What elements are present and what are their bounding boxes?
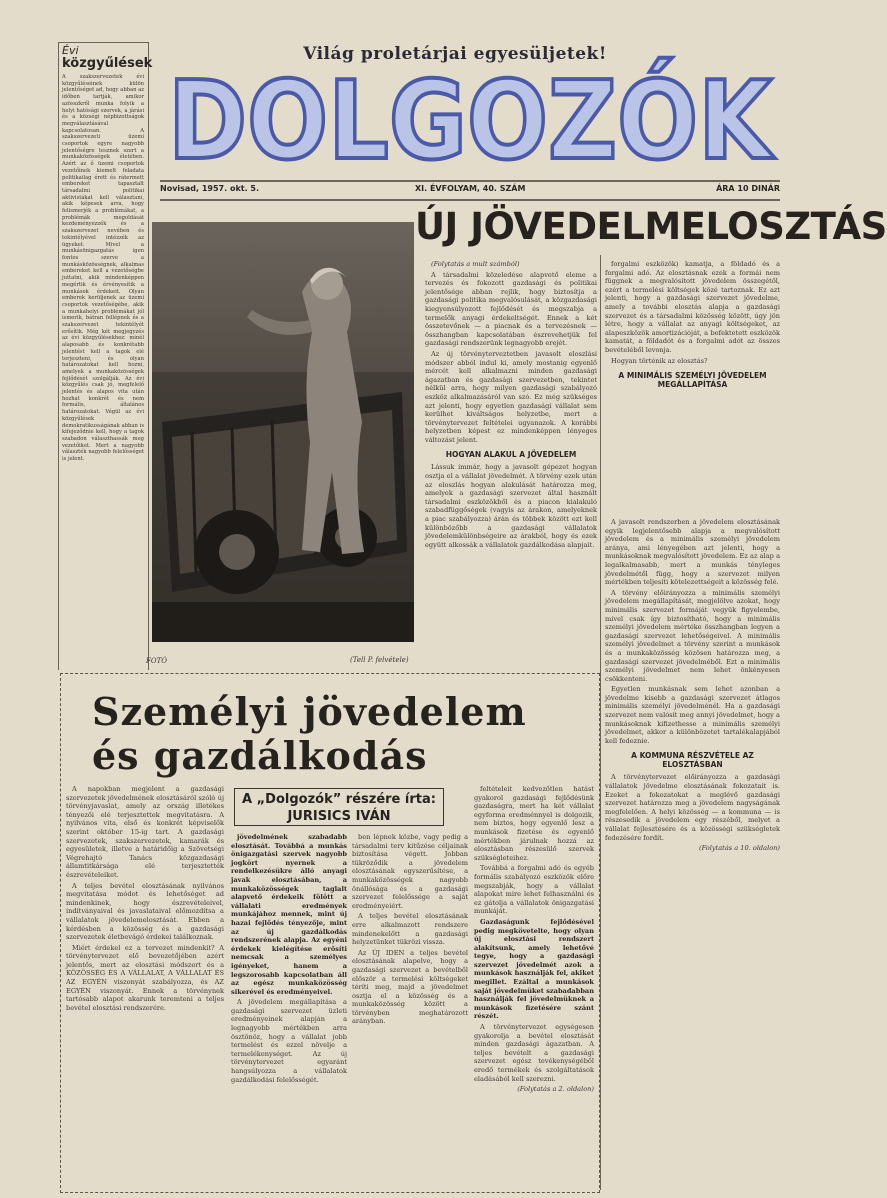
- article-top-column-2: [605, 260, 780, 515]
- photo-label: FOTÓ: [146, 657, 168, 665]
- article-paragraph: Az ÚJ IDEN a teljes bevétel elosztásának alapelve, hogy a gazdasági szervezet a bevételből először a termelési költségeket téríti meg, majd a jövedelmet osztja el a közösség és a munkaközösség között a törvényben meghatározott arányban.: [352, 948, 468, 1026]
- article-paragraph: Egyetlen munkásnak sem lehet azonban a jövedelme kisebb a gazdasági szervezet átlagos minimális személyi jövedelménél. Ha a gazdasági szervezet nem valósít meg annyi jövedelmet, hogy a munkásoknak kifizethesse a minimális személyi jövedelmet, akkor a különbözetet tartalékalapjából kell fedeznie.: [605, 685, 780, 745]
- bottom-title-line2: és gazdálkodás: [92, 733, 428, 778]
- article-continuation: (Folytatás a 2. oldalon): [517, 1085, 594, 1094]
- article-paragraph: jövedelmének szabadabb elosztását. Továbbá a munkás önigazgatási szervek nagyobb jogkört nyernek a rendelkezésükre álló anyagi javak elosztásában, a munkaközösségek taglalt alapvető érdekeik fölött a vállalati eredmények munkájához mennek, mint új hazai fejlődés tényezője, mint az új gazdálkodás rendszerének alapja. Az egyéni érdekek kielégítése erősíti nemcsak a személyes igényeket, hanem a legszorosabb kapcsolatban áll az egész munkaközösség sikerével és eredményeivel.: [231, 833, 347, 996]
- article-paragraph: A javasolt rendszerben a jövedelem elosztásának egyik legjelentősebb alapja a megvalósított jövedelem és a minimális személyi jövedelem aránya, ami lényegében azt jelenti, hogy a munkásoknak megvalósított jövedelem. Ez az alap a legalkalmasabb, mert a munkás tényleges jövedelmétől függ, hogy a szervezet milyen mértékben teljesíti kötelezettségeit a közösség felé.: [605, 518, 780, 587]
- article-paragraph: A törvény előirányozza a minimális személyi jövedelem megállapítását, megjelölve azokat, hogy minimális szervezet formáját vegyük figyelembe, mivel csak így biztosítható, hogy a minimális személyi jövedelem mértéke összhangban legyen a gazdasági szervezet lehetőségeivel. A minimális személyi jövedelmet a törvény szerint a munkások és a munkaközösség közösen határozza meg, a gazdasági szervezet jövedelméből. Ezt a minimális személyi jövedelmet nem lehet önkényesen csökkenteni.: [605, 588, 780, 683]
- article-paragraph: A jövedelem megállapítása a gazdasági szervezet üzleti eredményeinek alapján a legnagyobb mértékben arra ösztönöz, hogy a vállalat jobb termelést és ezzel növelje a termelékenységet. Az új törvénytervezet egyaránt hangsúlyozza a vállalatok gazdálkodási felelősségét.: [231, 998, 347, 1084]
- article-paragraph: A teljes bevétel elosztásának erre alkalmazott rendszere mindenekelőtt a gazdasági helyzetünket tükrözi vissza.: [352, 912, 468, 947]
- masthead-rule-top: [160, 180, 780, 182]
- author-box: [234, 788, 444, 826]
- article-paragraph: forgalmi eszközök) kamatja, a földadó és a forgalmi adó. Az elosztásnak ezek a formái nem függnek a megvalósított jövedelem összegétől, ezért a termelési költségek közé tartoznak. Ez azt jelenti, hogy a gazdasági szervezet jövedelme, amely a további elosztás alapja a gazdasági szervezet és a társadalmi közösség között, úgy jön létre, hogy a vállalat az anyagi költségeket, az alapeszközök amortizációját, a befektetett eszközök kamatát, a földadót és a forgalmi adót az összes bevételéből levonja.: [605, 260, 780, 354]
- article-subheading: A KOMMUNA RÉSZVÉTELE AZ ELOSZTÁSBAN: [631, 751, 754, 770]
- author-line-1: A „Dolgozók” részére írta:: [242, 792, 436, 807]
- article-continuation: (Folytatás a 10. oldalon): [699, 844, 780, 853]
- issue-date: Novisad, 1957. okt. 5.: [160, 184, 260, 193]
- article-paragraph: Továbbá a forgalmi adó és egyéb formális szabályozó eszközök előre megszabják, hogy a vállalat alapokat mire lehet felhasználni és ez gátolja a vállalatok önigazgatási munkáját.: [474, 864, 594, 916]
- sidebar-border-top: [58, 42, 149, 43]
- front-photo: [152, 222, 414, 642]
- masthead-slogan: Világ proletárjai egyesüljetek!: [303, 44, 607, 64]
- sidebar-title: [62, 44, 153, 71]
- article-paragraph: ben lépnek közbe, vagy pedig a társadalmi terv kitűzése céljainak biztosítása végett. Jobban tükröződik a jövedelem elosztásának egyszerűsítése, a munkaközösségek nagyobb önállósága és a gazdasági szervezet felelőssége a saját eredményeiért.: [352, 833, 468, 910]
- sidebar-text: A szakszervezetek évi közgyűléseinek külön jelentőséget ad, hogy abban az időben tartják, amikor azösszkről munka folyik a helyi hatósági szervek, a járási és a községi népbizottságok megválasztásával kapcsolatosan. A szakszervezeti üzemi csoportok egyre nagyobb jelentőségre tesznek szert a munkaközösségek életében. Azért az ő üzemi csoportok vezetőinek kiemelt feladata politikailag érett és rátermett embereket tapasztalt társadalmi politikai aktivistákat kell választani, akik képesek arra, hogy felismerjék a problémákat, a problémák megoldását kezdeményezzék és a szakszervezet nevében és tekintélyével intézzék az ügyeket. Mivel a munkásönigazgatás igen fontos szerve a munkásközösségnek, alkalmas embereket kell a vezetőségbe juttatni, akik mindenképpen megértik és érvényesítik a munkások érdekeit. Olyan emberek kerüljenek az üzemi csoportok vezetőségébe, akik a munkahelyi problémákat jól ismerik, bátran fellépnek és a szakszervezet tekintélyét erősítik. Még két megjegyzés az évi közgyűlésekhez: minél alaposabb és konkrétabb jelentést kell a tagok elé terjeszteni, és olyan határozatokat kell hozni, amelyek a munkaközösségek fejlődését szolgálják. Az évi közgyűlés csak jó, megfelelő jelentés és alapos vita után hozhat konkrét és nem formális, általános határozatokat. Végül az évi közgyűlések demokratikusságának abban is kifejeződnie kell, hogy a tagok szabadon választhassák meg vezetőiket. Mert a nagyobb választék nagyobb felelősséget is jelent.: [62, 74, 144, 463]
- issue-volume: XI. ÉVFOLYAM, 40. SZÁM: [415, 184, 526, 193]
- bottom-article-column-3: [352, 833, 468, 1191]
- article-intro: (Folytatás a mult számból): [431, 260, 520, 268]
- bottom-article-column-1: [66, 785, 224, 1190]
- bottom-article-title: [92, 690, 562, 778]
- article-paragraph: A társadalmi közeledése alapvető eleme a tervezés és fokozott gazdasági és politikai jelentősége abban rejlik, hogy biztosítja a gazdasági politika megvalósulását, a közgazdasági kiegyensúlyozott fejlődését és megszabja a termelők anyagi érdekeltségét. Ennek a két összetevőnek — a piacnak és a tervezésnek — összhangban kapcsolatában észrevehetjük fel gazdasági rendszerünk legnagyobb erejét.: [425, 270, 597, 348]
- article-paragraph: feltételeit kedvezőtlen hatást gyakorol gazdasági fejlődésünk gazdaságra, mert ha két vállalat egyforma eredménnyel is dolgozik, nem biztos, hogy egyenlő lesz a munkások fizetése és egyenlő mértékben járulnak hozzá az elosztásban részesülő szervek szükségleteihez.: [474, 785, 594, 862]
- article-paragraph: A törvénytervezet egységesen gyakorolja a bevétel elosztását minden gazdasági ágazatban. A teljes bevételt a gazdasági szervezet egész tevékenységéből eredő termékek és szolgáltatások eladásából kell szerezni.: [474, 1023, 594, 1083]
- article-paragraph: Gazdaságunk fejlődésével pedig megkövetelte, hogy olyan új elosztási rendszert alakítsunk, amely lehetővé tegye, hogy a gazdasági szervezet jövedelmét azok a munkások használják fel, akiket megillet. Ezáltal a munkások saját jövedelmüket szabadabban használják fel jövedelmüknek a munkások fizetésére szánt részét.: [474, 917, 594, 1021]
- author-name: JURISICS IVÁN: [287, 809, 391, 824]
- article-subheading: HOGYAN ALAKUL A JÖVEDELEM: [445, 450, 577, 460]
- front-headline: ÚJ JÖVEDELMELOSZTÁS: [415, 205, 887, 248]
- photo-credit: (Tell P. felvétele): [350, 656, 409, 664]
- article-paragraph: Lássuk immár, hogy a javasolt gépezet hogyan osztja el a vállalat jövedelmét. A törvény ezek után az eloszlás hogyan alakulását határozza meg, amelyek a gazdasági szervezet által használt társadalmi eszközökből és a piacon kialakuló szabadfüggőségek (vagyis az árakon, amelyeknek a piac szabályozza) árán és többek között ezt kell különbözőbb a gazdasági vállalatok jövedelemkülönbségeire az árakból, hogy és ezek együtt alkossák a vállalatok gazdálkodása alapjait.: [425, 463, 597, 549]
- sidebar-border-right: [148, 42, 149, 670]
- sidebar-border-left: [58, 42, 59, 670]
- article-paragraph: A törvénytervezet előirányozza a gazdasági vállalatok jövedelme elosztásának fokozatait is. Ezeket a fokozatokat a meglévő gazdasági szervezet határozza meg a jövedelem nagyságának megfelelően. A helyi közösség — a kommuna — is részesedik a jövedelem egy részéből, melyet a vállalat fejlesztésére és a közösségi szükségletek fedezésére fordít.: [605, 773, 780, 842]
- article-paragraph: Hogyan történik az elosztás?: [611, 356, 708, 365]
- sidebar-title-line1: Évi: [62, 44, 79, 57]
- bottom-article-column-2: [231, 833, 347, 1191]
- article-top-column-1: [425, 260, 597, 698]
- masthead-title-text: DOLGOZÓK: [168, 59, 853, 184]
- masthead-rule-bottom: [160, 199, 780, 201]
- article-paragraph: Az új törvényterveztetben javasolt eloszlási módszer abból indul ki, amely mostanig egyenlő mércét kell alkalmazni minden gazdasági ágazatban és gazdasági szervezetben, tekintet nélkül arra, hogy milyen gazdasági szabályozó eszköz alkalmazásáról van szó. Ez még szükséges azt jelenti, hogy egyetlen gazdasági vállalat sem kerülhet kiváltságos helyzetbe, mert a törvénytervezet feltételei ugyanazok. A korábbi helyzetben képest ez mindenképpen lényeges változást jelent.: [425, 349, 597, 444]
- article-paragraph: A napokban megjelent a gazdasági szervezetek jövedelmének elosztásáról szóló új törvényjavaslat, amely az ország illetékes tényezői elé terjesztettek megvitatásra. A nyilvános vita, első és konkrét képviselők szerint október 15-ig tart. A gazdasági szervezetek, szakszervezetek, kamarák és egyesületek, illetve a határidőig a Szövetségi Végrehajtó Tanács közgazdasági államtitkársága elé terjesztették észrevételeiket.: [66, 785, 224, 879]
- sidebar-title-line2: közgyűlések: [62, 56, 153, 71]
- issue-price: ÁRA 10 DINÁR: [716, 184, 780, 193]
- masthead-title: [160, 59, 853, 184]
- article-top-column-3: [605, 518, 780, 1198]
- sidebar-column: [62, 44, 153, 669]
- article-paragraph: Miért érdekel ez a tervezet mindenkit? A törvénytervezet elő bevezetőjében azért jelentős, mert az elosztási módszert és a KÖZÖSSÉG ÉS A VÁLLALAT, A VÁLLALAT ÉS AZ EGYÉN viszonyát szabályozza, és AZ EGYÉN viszonyát. Ennek a törvénynek tartósabb alapot akarunk teremteni a teljes bevétel elosztási rendszerére.: [66, 943, 224, 1012]
- article-subheading: A MINIMÁLIS SZEMÉLYI JÖVEDELEM MEGÁLLAPÍTÁSA: [618, 371, 767, 390]
- bottom-article-column-4: [474, 785, 594, 1190]
- dateline: [160, 184, 780, 198]
- bottom-title-line1: Személyi jövedelem: [92, 689, 527, 734]
- column-divider: [600, 255, 601, 1190]
- article-paragraph: A teljes bevétel elosztásának nyilvános megvitatása módot és lehetőséget ad mindenkinek, hogy észrevételeivel, indítványaival és javaslataival előmozdítsa a vállalatok jövedelemelosztását. Ebben a kérdésben a közösség és a gazdasági szervezetek életbevágó érdekei találkoznak.: [66, 881, 224, 942]
